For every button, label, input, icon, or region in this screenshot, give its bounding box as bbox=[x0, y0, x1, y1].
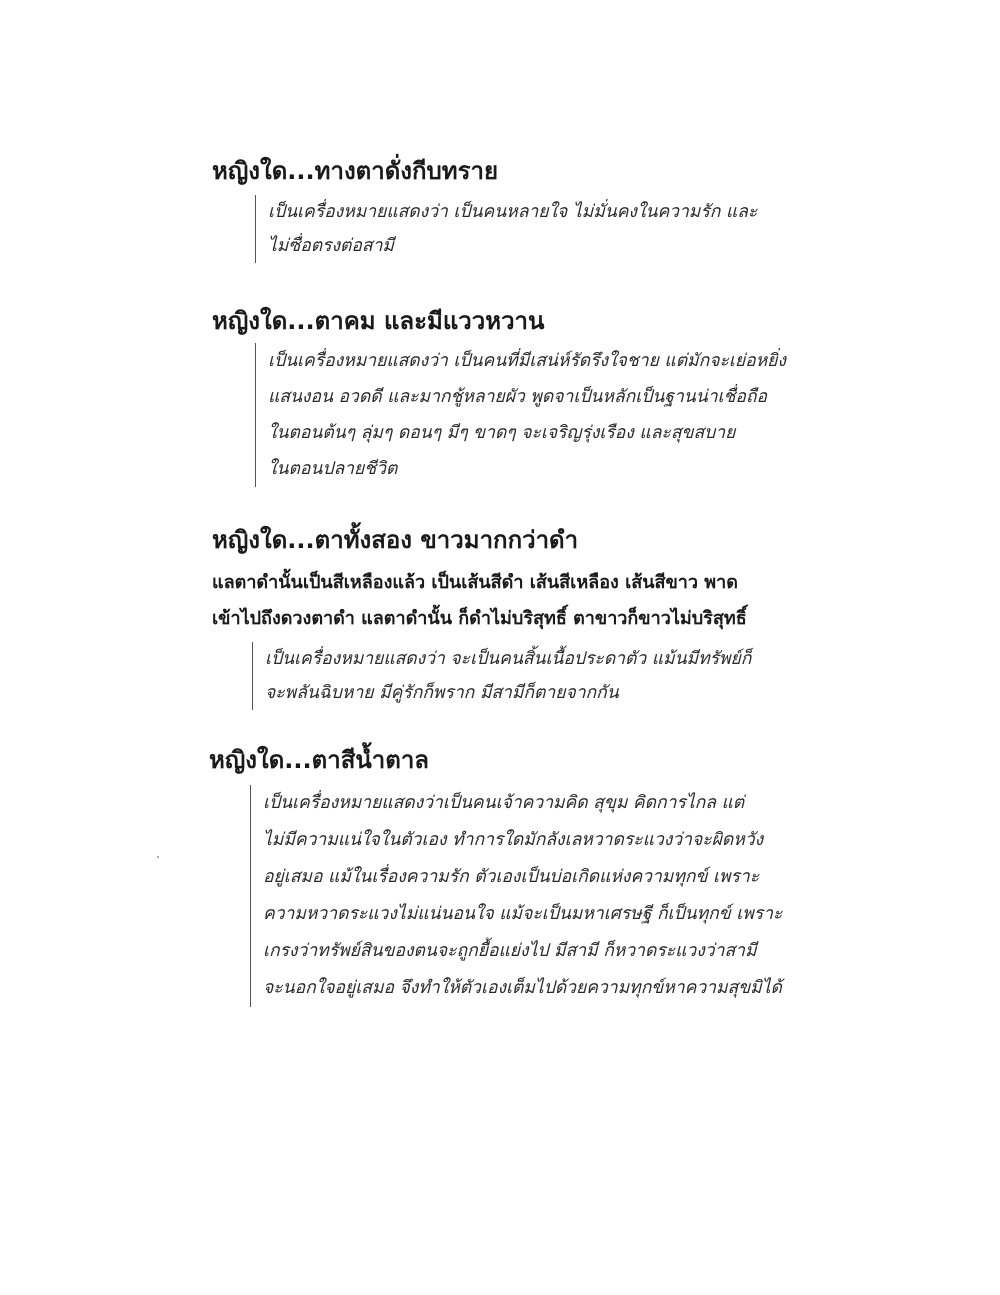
body-line: เป็นเครื่องหมายแสดงว่า เป็นคนที่มีเสน่ห์รัดรึงใจชาย แต่มักจะเย่อหยิ่ง bbox=[268, 351, 786, 371]
body-line: อยู่เสมอ แม้ในเรื่องความรัก ตัวเองเป็นบ่อเกิดแห่งความทุกข์ เพราะ bbox=[263, 867, 760, 887]
body-line: จะนอกใจอยู่เสมอ จึงทำให้ตัวเองเต็มไปด้วยความทุกข์หาความสุขมิได้ bbox=[263, 978, 782, 998]
section-heading: หญิงใด...ตาคม และมีแววหวาน bbox=[212, 307, 545, 335]
body-line: เป็นเครื่องหมายแสดงว่าเป็นคนเจ้าความคิด สุขุม คิดการไกล แต่ bbox=[263, 793, 745, 813]
body-line: ไม่มีความแน่ใจในตัวเอง ทำการใดมักลังเลหวาดระแวงว่าจะผิดหวัง bbox=[263, 830, 764, 850]
section-bold-paragraph bbox=[212, 565, 747, 637]
body-line: เป็นเครื่องหมายแสดงว่า จะเป็นคนสิ้นเนื้อประดาตัว แม้นมีทรัพย์ก็ bbox=[265, 649, 752, 669]
body-line: ไม่ซื่อตรงต่อสามี bbox=[268, 236, 394, 256]
section-heading: หญิงใด...ตาสีน้ำตาล bbox=[209, 746, 430, 774]
body-line: แสนงอน อวดดี และมากชู้หลายผัว พูดจาเป็นหลักเป็นฐานน่าเชื่อถือ bbox=[268, 387, 768, 407]
bold-line: เข้าไปถึงดวงตาดำ แลตาดำนั้น ก็ดำไม่บริสุทธิ์ ตาขาวก็ขาวไม่บริสุทธิ์ bbox=[212, 608, 747, 629]
section-body bbox=[250, 785, 782, 1007]
body-line: จะพลันฉิบหาย มีคู่รักก็พราก มีสามีก็ตายจากกัน bbox=[265, 683, 619, 703]
section-body bbox=[255, 343, 786, 487]
section-heading: หญิงใด...ทางตาดั่งกีบทราย bbox=[212, 157, 499, 185]
body-line: ในตอนปลายชีวิต bbox=[268, 459, 398, 479]
scan-speck bbox=[157, 856, 159, 858]
section-body bbox=[255, 195, 757, 263]
section-heading: หญิงใด...ตาทั้งสอง ขาวมากกว่าดำ bbox=[212, 526, 579, 554]
body-line: เป็นเครื่องหมายแสดงว่า เป็นคนหลายใจ ไม่มั่นคงในความรัก และ bbox=[268, 202, 758, 222]
body-line: ในตอนต้นๆ ลุ่มๆ ดอนๆ มีๆ ขาดๆ จะเจริญรุ่งเรือง และสุขสบาย bbox=[268, 423, 736, 443]
section-body bbox=[252, 642, 751, 710]
body-line: ความหวาดระแวงไม่แน่นอนใจ แม้จะเป็นมหาเศรษฐี ก็เป็นทุกข์ เพราะ bbox=[263, 904, 783, 924]
body-line: เกรงว่าทรัพย์สินของตนจะถูกยื้อแย่งไป มีสามี ก็หวาดระแวงว่าสามี bbox=[263, 941, 757, 961]
bold-line: แลตาดำนั้นเป็นสีเหลืองแล้ว เป็นเส้นสีดำ เส้นสีเหลือง เส้นสีขาว พาด bbox=[212, 572, 738, 593]
